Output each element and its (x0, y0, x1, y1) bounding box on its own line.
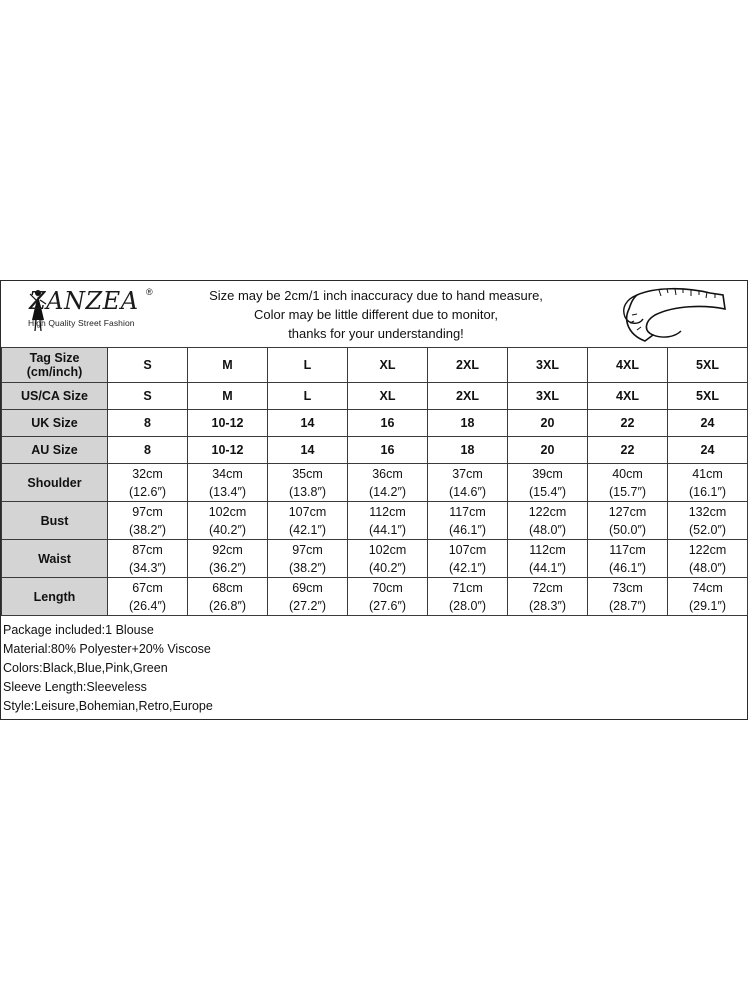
table-cell: 24 (668, 410, 748, 437)
table-cell: L (268, 383, 348, 410)
table-cell: M (188, 383, 268, 410)
table-cell: 122cm (48.0″) (668, 540, 748, 578)
table-cell: 3XL (508, 383, 588, 410)
table-cell: 18 (428, 437, 508, 464)
table-cell: 40cm (15.7″) (588, 464, 668, 502)
table-cell: 72cm (28.3″) (508, 578, 588, 616)
brand-tagline: High Quality Street Fashion (28, 318, 135, 328)
table-cell: L (268, 348, 348, 383)
brand-name: ZANZEA (29, 287, 139, 315)
table-row (2, 348, 748, 383)
table-cell: 102cm (40.2″) (188, 502, 268, 540)
table-cell: 71cm (28.0″) (428, 578, 508, 616)
table-row (2, 464, 748, 502)
table-cell: 73cm (28.7″) (588, 578, 668, 616)
registered-mark: ® (146, 287, 153, 297)
size-chart-header (1, 281, 747, 347)
table-row (2, 578, 748, 616)
table-cell: 37cm (14.6″) (428, 464, 508, 502)
table-cell: 4XL (588, 348, 668, 383)
table-cell: 117cm (46.1″) (428, 502, 508, 540)
table-cell: 18 (428, 410, 508, 437)
table-cell: 2XL (428, 383, 508, 410)
table-cell: XL (348, 383, 428, 410)
table-cell: 32cm (12.6″) (108, 464, 188, 502)
table-cell: 2XL (428, 348, 508, 383)
table-cell: XL (348, 348, 428, 383)
table-cell: 39cm (15.4″) (508, 464, 588, 502)
table-cell: 22 (588, 437, 668, 464)
row-label: AU Size (2, 437, 108, 464)
row-label: Waist (2, 540, 108, 578)
table-cell: 107cm (42.1″) (428, 540, 508, 578)
table-cell: 8 (108, 410, 188, 437)
table-cell: 112cm (44.1″) (508, 540, 588, 578)
detail-style: Style:Leisure,Bohemian,Retro,Europe (3, 699, 213, 713)
table-cell: 41cm (16.1″) (668, 464, 748, 502)
table-cell: 22 (588, 410, 668, 437)
table-cell: 16 (348, 437, 428, 464)
table-cell: M (188, 348, 268, 383)
table-cell: 16 (348, 410, 428, 437)
table-cell: 122cm (48.0″) (508, 502, 588, 540)
size-chart (0, 280, 748, 720)
detail-colors: Colors:Black,Blue,Pink,Green (3, 661, 168, 675)
table-cell: 97cm (38.2″) (268, 540, 348, 578)
table-cell: 107cm (42.1″) (268, 502, 348, 540)
row-label: Length (2, 578, 108, 616)
table-cell: 4XL (588, 383, 668, 410)
table-cell: 68cm (26.8″) (188, 578, 268, 616)
table-cell: 97cm (38.2″) (108, 502, 188, 540)
table-cell: 127cm (50.0″) (588, 502, 668, 540)
table-cell: 34cm (13.4″) (188, 464, 268, 502)
table-cell: 112cm (44.1″) (348, 502, 428, 540)
table-cell: 132cm (52.0″) (668, 502, 748, 540)
table-row (2, 540, 748, 578)
table-cell: 8 (108, 437, 188, 464)
table-row (2, 502, 748, 540)
notice-line: Size may be 2cm/1 inch inaccuracy due to hand measure, (209, 288, 543, 303)
row-label: Bust (2, 502, 108, 540)
detail-sleeve: Sleeve Length:Sleeveless (3, 680, 147, 694)
size-table (1, 347, 748, 616)
table-cell: 10-12 (188, 410, 268, 437)
table-cell: 3XL (508, 348, 588, 383)
measuring-tape-icon (615, 285, 735, 343)
size-notice (191, 286, 561, 343)
table-cell: 5XL (668, 348, 748, 383)
table-row (2, 383, 748, 410)
table-cell: 67cm (26.4″) (108, 578, 188, 616)
table-row (2, 410, 748, 437)
table-cell: 20 (508, 410, 588, 437)
table-cell: 92cm (36.2″) (188, 540, 268, 578)
table-cell: 14 (268, 437, 348, 464)
table-cell: 70cm (27.6″) (348, 578, 428, 616)
table-cell: 74cm (29.1″) (668, 578, 748, 616)
detail-package: Package included:1 Blouse (3, 623, 154, 637)
table-cell: S (108, 383, 188, 410)
table-cell: 102cm (40.2″) (348, 540, 428, 578)
table-cell: 5XL (668, 383, 748, 410)
table-cell: 35cm (13.8″) (268, 464, 348, 502)
table-cell: 24 (668, 437, 748, 464)
table-cell: S (108, 348, 188, 383)
table-cell: 69cm (27.2″) (268, 578, 348, 616)
table-cell: 14 (268, 410, 348, 437)
notice-line: thanks for your understanding! (288, 326, 464, 341)
table-row (2, 437, 748, 464)
table-cell: 87cm (34.3″) (108, 540, 188, 578)
row-label: Tag Size (cm/inch) (2, 348, 108, 383)
table-cell: 10-12 (188, 437, 268, 464)
detail-material: Material:80% Polyester+20% Viscose (3, 642, 211, 656)
table-cell: 36cm (14.2″) (348, 464, 428, 502)
row-label: US/CA Size (2, 383, 108, 410)
product-details (3, 621, 213, 716)
row-label: UK Size (2, 410, 108, 437)
notice-line: Color may be little different due to monitor, (254, 307, 498, 322)
table-cell: 20 (508, 437, 588, 464)
row-label: Shoulder (2, 464, 108, 502)
table-cell: 117cm (46.1″) (588, 540, 668, 578)
